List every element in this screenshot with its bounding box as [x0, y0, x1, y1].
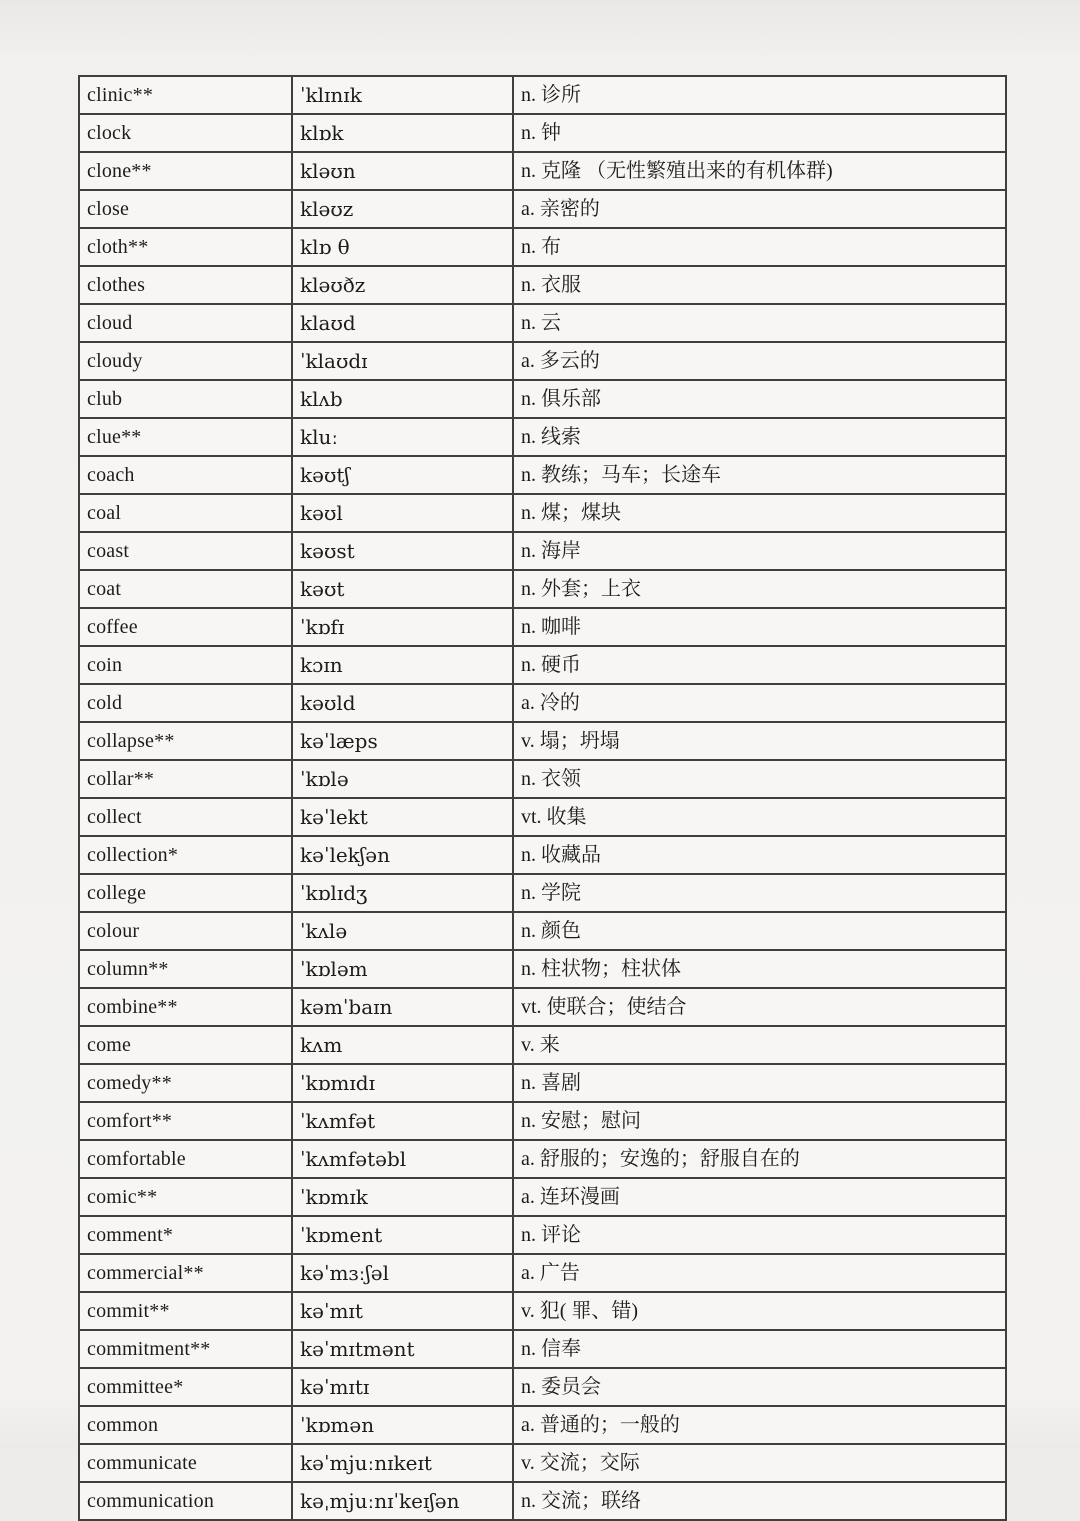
table-row: [79, 1444, 1006, 1482]
table-row: [79, 1254, 1006, 1292]
ipa-cell: kəˈmɪtmənt: [292, 1330, 513, 1368]
word-cell: cold: [79, 684, 292, 722]
definition-cell: a. 连环漫画: [513, 1178, 1006, 1216]
ipa-cell: ˈkɒment: [292, 1216, 513, 1254]
word-cell: comment*: [79, 1216, 292, 1254]
definition-cell: n. 诊所: [513, 76, 1006, 114]
table-row: [79, 836, 1006, 874]
ipa-cell: ˈkʌlə: [292, 912, 513, 950]
definition-cell: v. 塌；坍塌: [513, 722, 1006, 760]
definition-cell: v. 犯( 罪、错): [513, 1292, 1006, 1330]
definition-cell: n. 安慰；慰问: [513, 1102, 1006, 1140]
definition-cell: n. 云: [513, 304, 1006, 342]
word-cell: commitment**: [79, 1330, 292, 1368]
ipa-cell: kləʊz: [292, 190, 513, 228]
ipa-cell: klaʊd: [292, 304, 513, 342]
ipa-cell: kəˈlekt: [292, 798, 513, 836]
word-cell: clue**: [79, 418, 292, 456]
ipa-cell: ˈkɒlə: [292, 760, 513, 798]
table-row: [79, 646, 1006, 684]
definition-cell: n. 克隆 （无性繁殖出来的有机体群): [513, 152, 1006, 190]
definition-cell: n. 钟: [513, 114, 1006, 152]
table-row: [79, 1216, 1006, 1254]
definition-cell: v. 来: [513, 1026, 1006, 1064]
table-row: [79, 152, 1006, 190]
table-row: [79, 190, 1006, 228]
word-cell: come: [79, 1026, 292, 1064]
definition-cell: v. 交流；交际: [513, 1444, 1006, 1482]
word-cell: collapse**: [79, 722, 292, 760]
word-cell: common: [79, 1406, 292, 1444]
word-cell: communication: [79, 1482, 292, 1520]
ipa-cell: kəˈlæps: [292, 722, 513, 760]
table-row: [79, 532, 1006, 570]
ipa-cell: kəʊld: [292, 684, 513, 722]
word-cell: coal: [79, 494, 292, 532]
definition-cell: n. 俱乐部: [513, 380, 1006, 418]
ipa-cell: ˈkɒmɪdɪ: [292, 1064, 513, 1102]
word-cell: commit**: [79, 1292, 292, 1330]
table-row: [79, 1368, 1006, 1406]
definition-cell: n. 交流；联络: [513, 1482, 1006, 1520]
definition-cell: a. 亲密的: [513, 190, 1006, 228]
definition-cell: vt. 收集: [513, 798, 1006, 836]
definition-cell: n. 海岸: [513, 532, 1006, 570]
definition-cell: n. 布: [513, 228, 1006, 266]
ipa-cell: kəˈmɪt: [292, 1292, 513, 1330]
table-row: [79, 1064, 1006, 1102]
ipa-cell: ˈklɪnɪk: [292, 76, 513, 114]
table-row: [79, 342, 1006, 380]
table-row: [79, 1330, 1006, 1368]
word-cell: collection*: [79, 836, 292, 874]
definition-cell: n. 收藏品: [513, 836, 1006, 874]
definition-cell: a. 多云的: [513, 342, 1006, 380]
word-cell: clone**: [79, 152, 292, 190]
table-row: [79, 1102, 1006, 1140]
word-cell: collect: [79, 798, 292, 836]
word-cell: clinic**: [79, 76, 292, 114]
ipa-cell: klʌb: [292, 380, 513, 418]
definition-cell: n. 衣服: [513, 266, 1006, 304]
word-cell: communicate: [79, 1444, 292, 1482]
definition-cell: n. 颜色: [513, 912, 1006, 950]
definition-cell: a. 普通的；一般的: [513, 1406, 1006, 1444]
table-row: [79, 722, 1006, 760]
table-row: [79, 266, 1006, 304]
word-cell: cloudy: [79, 342, 292, 380]
ipa-cell: kəˈmɜːʃəl: [292, 1254, 513, 1292]
ipa-cell: kəʊl: [292, 494, 513, 532]
ipa-cell: klɒ θ: [292, 228, 513, 266]
table-row: [79, 114, 1006, 152]
definition-cell: n. 衣领: [513, 760, 1006, 798]
table-row: [79, 304, 1006, 342]
table-row: [79, 1140, 1006, 1178]
word-cell: clothes: [79, 266, 292, 304]
table-row: [79, 380, 1006, 418]
word-cell: comedy**: [79, 1064, 292, 1102]
table-row: [79, 760, 1006, 798]
table-row: [79, 570, 1006, 608]
table-row: [79, 874, 1006, 912]
word-cell: coat: [79, 570, 292, 608]
table-row: [79, 418, 1006, 456]
word-cell: combine**: [79, 988, 292, 1026]
word-cell: close: [79, 190, 292, 228]
definition-cell: n. 信奉: [513, 1330, 1006, 1368]
word-cell: coin: [79, 646, 292, 684]
word-cell: coast: [79, 532, 292, 570]
ipa-cell: ˈkʌmfət: [292, 1102, 513, 1140]
table-row: [79, 456, 1006, 494]
word-cell: comfort**: [79, 1102, 292, 1140]
definition-cell: n. 外套；上衣: [513, 570, 1006, 608]
word-cell: coffee: [79, 608, 292, 646]
word-cell: cloud: [79, 304, 292, 342]
word-cell: comfortable: [79, 1140, 292, 1178]
ipa-cell: kɔɪn: [292, 646, 513, 684]
ipa-cell: ˈklaʊdɪ: [292, 342, 513, 380]
ipa-cell: kləʊn: [292, 152, 513, 190]
ipa-cell: klɒk: [292, 114, 513, 152]
definition-cell: vt. 使联合；使结合: [513, 988, 1006, 1026]
word-cell: cloth**: [79, 228, 292, 266]
ipa-cell: ˈkɒləm: [292, 950, 513, 988]
ipa-cell: kləʊðz: [292, 266, 513, 304]
table-row: [79, 76, 1006, 114]
definition-cell: n. 委员会: [513, 1368, 1006, 1406]
table-row: [79, 912, 1006, 950]
ipa-cell: kəʊtʃ: [292, 456, 513, 494]
ipa-cell: ˈkɒmən: [292, 1406, 513, 1444]
definition-cell: a. 冷的: [513, 684, 1006, 722]
vocab-table: [78, 75, 1007, 1521]
ipa-cell: ˈkʌmfətəbl: [292, 1140, 513, 1178]
word-cell: clock: [79, 114, 292, 152]
ipa-cell: kəʊt: [292, 570, 513, 608]
definition-cell: n. 教练；马车；长途车: [513, 456, 1006, 494]
ipa-cell: kʌm: [292, 1026, 513, 1064]
ipa-cell: ˈkɒmɪk: [292, 1178, 513, 1216]
table-row: [79, 798, 1006, 836]
word-cell: committee*: [79, 1368, 292, 1406]
table-row: [79, 608, 1006, 646]
word-cell: commercial**: [79, 1254, 292, 1292]
table-row: [79, 684, 1006, 722]
table-row: [79, 494, 1006, 532]
word-cell: comic**: [79, 1178, 292, 1216]
ipa-cell: kluː: [292, 418, 513, 456]
ipa-cell: kəˈlekʃən: [292, 836, 513, 874]
definition-cell: n. 喜剧: [513, 1064, 1006, 1102]
ipa-cell: kəˈmɪtɪ: [292, 1368, 513, 1406]
word-cell: club: [79, 380, 292, 418]
table-row: [79, 988, 1006, 1026]
table-row: [79, 228, 1006, 266]
table-row: [79, 1406, 1006, 1444]
word-cell: colour: [79, 912, 292, 950]
ipa-cell: kəˈmjuːnɪkeɪt: [292, 1444, 513, 1482]
definition-cell: n. 硬币: [513, 646, 1006, 684]
word-cell: college: [79, 874, 292, 912]
table-row: [79, 1482, 1006, 1520]
word-cell: column**: [79, 950, 292, 988]
table-row: [79, 1178, 1006, 1216]
table-row: [79, 1292, 1006, 1330]
word-cell: coach: [79, 456, 292, 494]
definition-cell: n. 柱状物；柱状体: [513, 950, 1006, 988]
definition-cell: n. 煤；煤块: [513, 494, 1006, 532]
table-row: [79, 950, 1006, 988]
definition-cell: n. 线索: [513, 418, 1006, 456]
table-row: [79, 1026, 1006, 1064]
word-cell: collar**: [79, 760, 292, 798]
definition-cell: a. 舒服的；安逸的；舒服自在的: [513, 1140, 1006, 1178]
ipa-cell: kəmˈbaɪn: [292, 988, 513, 1026]
ipa-cell: kəˌmjuːnɪˈkeɪʃən: [292, 1482, 513, 1520]
ipa-cell: ˈkɒlɪdʒ: [292, 874, 513, 912]
definition-cell: n. 咖啡: [513, 608, 1006, 646]
definition-cell: a. 广告: [513, 1254, 1006, 1292]
ipa-cell: ˈkɒfɪ: [292, 608, 513, 646]
vocab-table-body: [79, 76, 1006, 1520]
ipa-cell: kəʊst: [292, 532, 513, 570]
definition-cell: n. 评论: [513, 1216, 1006, 1254]
definition-cell: n. 学院: [513, 874, 1006, 912]
